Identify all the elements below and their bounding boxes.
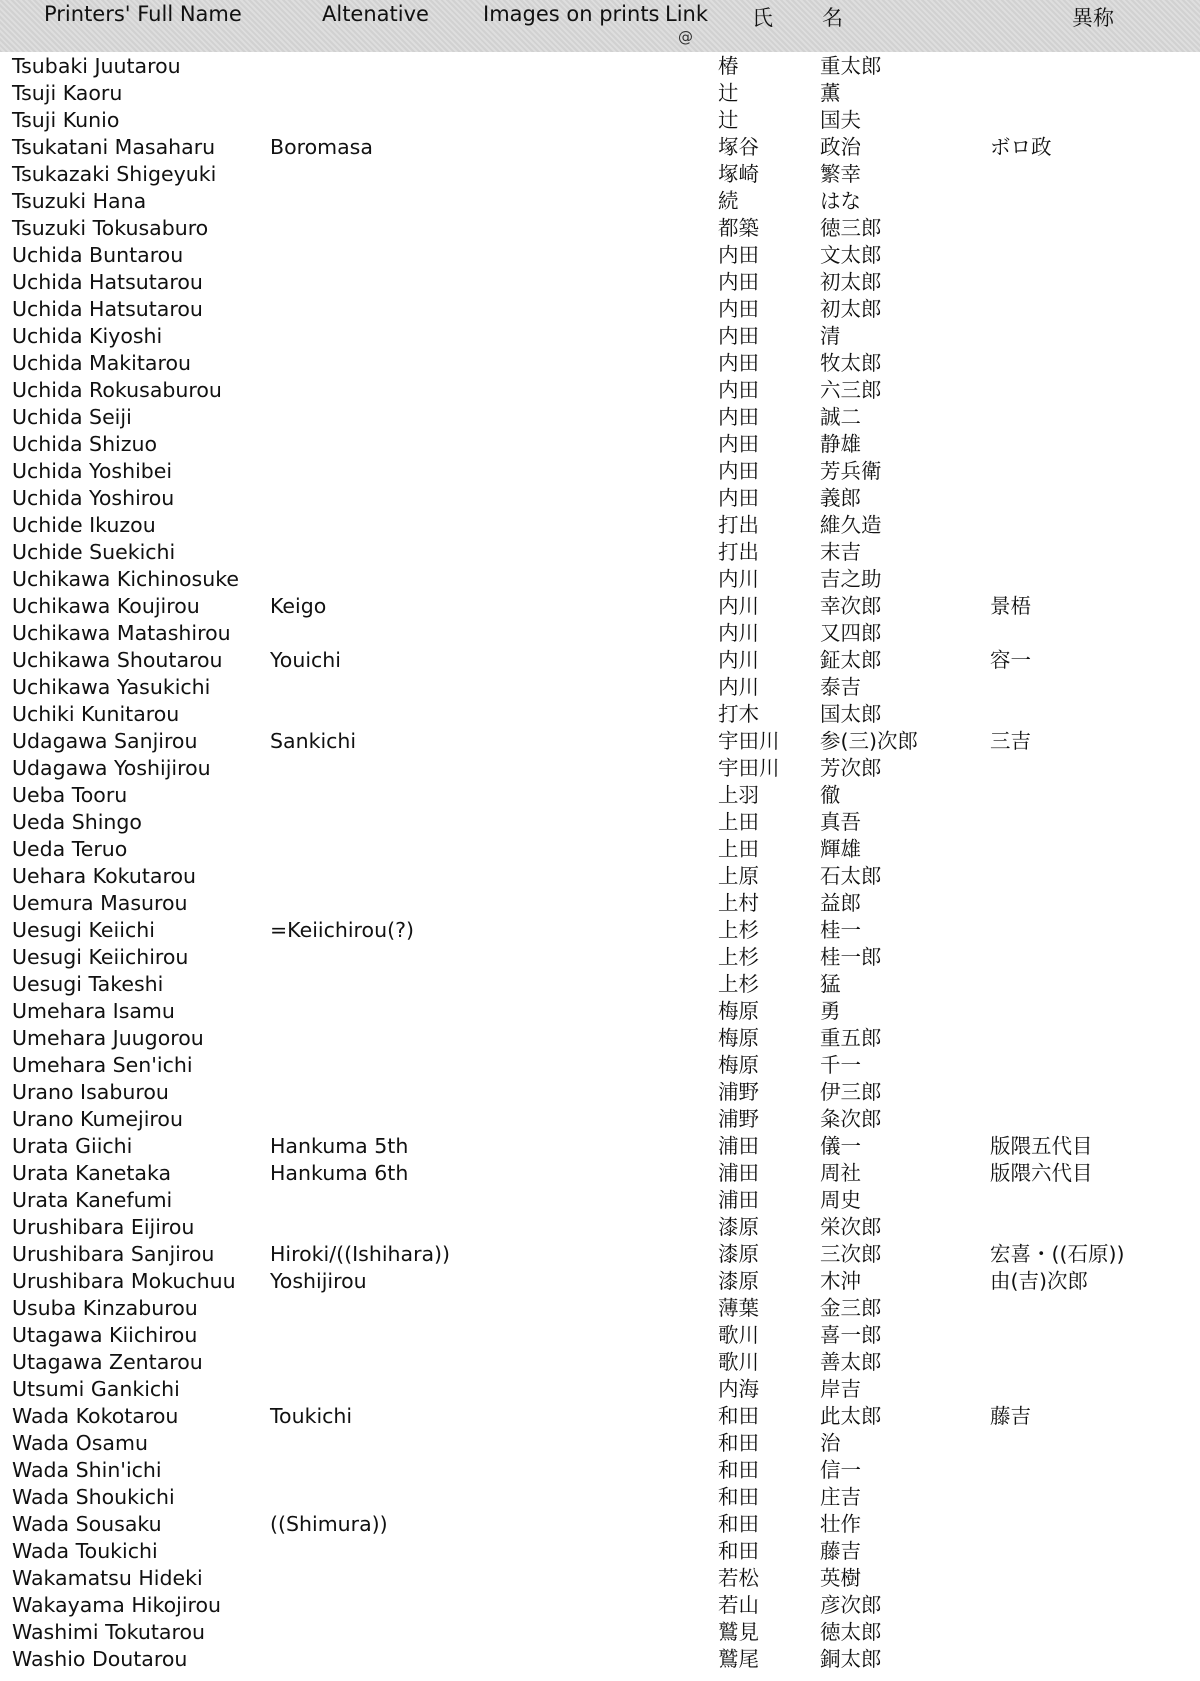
printer-name: Uchida Rokusaburou	[12, 378, 222, 402]
table-row	[0, 160, 1200, 187]
given-name-kanji: 末吉	[820, 540, 861, 564]
given-name-kanji: 善太郎	[820, 1350, 882, 1374]
given-name-kanji: 桂一	[820, 918, 861, 942]
family-name-kanji: 上原	[718, 864, 759, 888]
given-name-kanji: 徳三郎	[820, 216, 882, 240]
given-name-kanji: 政治	[820, 135, 861, 159]
printer-name: Uchida Seiji	[12, 405, 132, 429]
table-row	[0, 1537, 1200, 1564]
header-link: Link	[665, 2, 709, 26]
given-name-kanji: 初太郎	[820, 297, 882, 321]
family-name-kanji: 内田	[718, 486, 759, 510]
header-alternative: Altenative	[322, 2, 429, 26]
family-name-kanji: 和田	[718, 1539, 759, 1563]
alias-kanji: 版隈五代目	[990, 1134, 1093, 1158]
header-link-at: @	[678, 28, 693, 46]
given-name-kanji: 参(三)次郎	[820, 729, 918, 753]
alias-kanji: 三吉	[990, 729, 1031, 753]
family-name-kanji: 和田	[718, 1458, 759, 1482]
family-name-kanji: 辻	[718, 108, 739, 132]
table-row	[0, 1456, 1200, 1483]
printer-name: Uemura Masurou	[12, 891, 188, 915]
printer-name: Tsukatani Masaharu	[12, 135, 216, 159]
printer-name: Tsukazaki Shigeyuki	[12, 162, 217, 186]
printer-name: Tsuzuki Hana	[12, 189, 147, 213]
alias-kanji: 景梧	[990, 594, 1031, 618]
table-row	[0, 457, 1200, 484]
table-row	[0, 1510, 1200, 1537]
given-name-kanji: 徳太郎	[820, 1620, 882, 1644]
given-name-kanji: 岸吉	[820, 1377, 861, 1401]
alternative-name: Yoshijirou	[270, 1269, 367, 1293]
given-name-kanji: 信一	[820, 1458, 861, 1482]
family-name-kanji: 薄葉	[718, 1296, 759, 1320]
given-name-kanji: 輝雄	[820, 837, 861, 861]
table-row	[0, 1213, 1200, 1240]
printer-name: Uchida Hatsutarou	[12, 270, 203, 294]
table-row	[0, 646, 1200, 673]
table-row	[0, 1078, 1200, 1105]
table-row	[0, 1591, 1200, 1618]
given-name-kanji: 伊三郎	[820, 1080, 882, 1104]
family-name-kanji: 都築	[718, 216, 759, 240]
family-name-kanji: 浦田	[718, 1134, 759, 1158]
table-row	[0, 808, 1200, 835]
table-row	[0, 1321, 1200, 1348]
printer-name: Uchida Yoshirou	[12, 486, 175, 510]
printer-name: Utsumi Gankichi	[12, 1377, 180, 1401]
family-name-kanji: 辻	[718, 81, 739, 105]
given-name-kanji: 真吾	[820, 810, 861, 834]
alias-kanji: 容一	[990, 648, 1031, 672]
header-full-name: Printers' Full Name	[44, 2, 242, 26]
given-name-kanji: 壮作	[820, 1512, 861, 1536]
printer-name: Tsuzuki Tokusaburo	[12, 216, 209, 240]
table-row	[0, 1240, 1200, 1267]
given-name-kanji: 銅太郎	[820, 1647, 882, 1671]
given-name-kanji: 幸次郎	[820, 594, 882, 618]
printer-name: Udagawa Sanjirou	[12, 729, 198, 753]
table-row	[0, 349, 1200, 376]
family-name-kanji: 和田	[718, 1485, 759, 1509]
given-name-kanji: 木沖	[820, 1269, 861, 1293]
table-row	[0, 1294, 1200, 1321]
table-row	[0, 916, 1200, 943]
family-name-kanji: 鷲見	[718, 1620, 759, 1644]
family-name-kanji: 若山	[718, 1593, 759, 1617]
table-row	[0, 1645, 1200, 1672]
printer-name: Urushibara Sanjirou	[12, 1242, 215, 1266]
printer-name: Uesugi Keiichi	[12, 918, 155, 942]
given-name-kanji: 彦次郎	[820, 1593, 882, 1617]
family-name-kanji: 浦野	[718, 1107, 759, 1131]
family-name-kanji: 漆原	[718, 1269, 759, 1293]
given-name-kanji: 重太郎	[820, 54, 882, 78]
table-row	[0, 889, 1200, 916]
family-name-kanji: 浦野	[718, 1080, 759, 1104]
given-name-kanji: 牧太郎	[820, 351, 882, 375]
printer-name: Uchide Suekichi	[12, 540, 176, 564]
header-ishou: 異称	[1072, 6, 1114, 30]
given-name-kanji: 庄吉	[820, 1485, 861, 1509]
printer-name: Ueba Tooru	[12, 783, 128, 807]
given-name-kanji: 治	[820, 1431, 841, 1455]
family-name-kanji: 打木	[718, 702, 759, 726]
printer-name: Urushibara Mokuchuu	[12, 1269, 236, 1293]
table-row	[0, 538, 1200, 565]
family-name-kanji: 上杉	[718, 972, 759, 996]
given-name-kanji: 重五郎	[820, 1026, 882, 1050]
printer-name: Utagawa Kiichirou	[12, 1323, 198, 1347]
family-name-kanji: 内田	[718, 324, 759, 348]
family-name-kanji: 内川	[718, 594, 759, 618]
alias-kanji: 版隈六代目	[990, 1161, 1093, 1185]
family-name-kanji: 内川	[718, 675, 759, 699]
printer-name: Tsuji Kaoru	[12, 81, 123, 105]
table-row	[0, 700, 1200, 727]
printer-name: Uchikawa Shoutarou	[12, 648, 223, 672]
printer-name: Wada Osamu	[12, 1431, 148, 1455]
table-row	[0, 430, 1200, 457]
family-name-kanji: 上田	[718, 837, 759, 861]
family-name-kanji: 歌川	[718, 1350, 759, 1374]
table-row	[0, 1105, 1200, 1132]
family-name-kanji: 内田	[718, 432, 759, 456]
printer-name: Wakamatsu Hideki	[12, 1566, 203, 1590]
family-name-kanji: 内川	[718, 621, 759, 645]
alias-kanji: 宏喜・((石原))	[990, 1242, 1125, 1266]
family-name-kanji: 内田	[718, 243, 759, 267]
family-name-kanji: 打出	[718, 540, 759, 564]
given-name-kanji: 桂一郎	[820, 945, 882, 969]
printer-name: Uchikawa Matashirou	[12, 621, 231, 645]
table-row	[0, 295, 1200, 322]
printer-name: Urano Isaburou	[12, 1080, 169, 1104]
printer-name: Uehara Kokutarou	[12, 864, 196, 888]
family-name-kanji: 梅原	[718, 1026, 759, 1050]
table-row	[0, 484, 1200, 511]
family-name-kanji: 歌川	[718, 1323, 759, 1347]
table-row	[0, 1375, 1200, 1402]
given-name-kanji: 初太郎	[820, 270, 882, 294]
given-name-kanji: 猛	[820, 972, 841, 996]
given-name-kanji: 六三郎	[820, 378, 882, 402]
given-name-kanji: 又四郎	[820, 621, 882, 645]
alias-kanji: 由(吉)次郎	[990, 1269, 1088, 1293]
family-name-kanji: 内田	[718, 405, 759, 429]
printer-name: Wada Sousaku	[12, 1512, 162, 1536]
table-row	[0, 106, 1200, 133]
given-name-kanji: 周社	[820, 1161, 861, 1185]
table-row	[0, 862, 1200, 889]
given-name-kanji: 英樹	[820, 1566, 861, 1590]
printer-name: Uesugi Keiichirou	[12, 945, 189, 969]
alias-kanji: ボロ政	[990, 135, 1052, 159]
family-name-kanji: 漆原	[718, 1215, 759, 1239]
table-row	[0, 1159, 1200, 1186]
family-name-kanji: 梅原	[718, 1053, 759, 1077]
printer-name: Uchide Ikuzou	[12, 513, 156, 537]
printer-name: Urata Kanefumi	[12, 1188, 173, 1212]
table-row	[0, 835, 1200, 862]
family-name-kanji: 椿	[718, 54, 739, 78]
alternative-name: Hankuma 6th	[270, 1161, 409, 1185]
table-row	[0, 1051, 1200, 1078]
table-row	[0, 673, 1200, 700]
alternative-name: Hiroki/((Ishihara))	[270, 1242, 451, 1266]
table-row	[0, 781, 1200, 808]
family-name-kanji: 内田	[718, 459, 759, 483]
printer-name: Umehara Isamu	[12, 999, 175, 1023]
table-row	[0, 970, 1200, 997]
family-name-kanji: 塚崎	[718, 162, 759, 186]
table-row	[0, 1267, 1200, 1294]
table-row	[0, 133, 1200, 160]
alternative-name: Boromasa	[270, 135, 373, 159]
family-name-kanji: 浦田	[718, 1188, 759, 1212]
family-name-kanji: 内川	[718, 648, 759, 672]
given-name-kanji: 国夫	[820, 108, 861, 132]
family-name-kanji: 和田	[718, 1512, 759, 1536]
printer-name: Uchida Makitarou	[12, 351, 191, 375]
given-name-kanji: 千一	[820, 1053, 861, 1077]
family-name-kanji: 内田	[718, 378, 759, 402]
given-name-kanji: 泰吉	[820, 675, 861, 699]
given-name-kanji: 芳次郎	[820, 756, 882, 780]
given-name-kanji: 勇	[820, 999, 841, 1023]
given-name-kanji: 清	[820, 324, 841, 348]
table-row	[0, 1483, 1200, 1510]
printer-name: Uchida Hatsutarou	[12, 297, 203, 321]
given-name-kanji: 繁幸	[820, 162, 861, 186]
family-name-kanji: 浦田	[718, 1161, 759, 1185]
printer-name: Udagawa Yoshijirou	[12, 756, 211, 780]
printer-list	[0, 52, 1200, 1672]
given-name-kanji: 維久造	[820, 513, 882, 537]
alternative-name: =Keiichirou(?)	[270, 918, 414, 942]
family-name-kanji: 宇田川	[718, 729, 780, 753]
printer-name: Uchida Buntarou	[12, 243, 184, 267]
family-name-kanji: 若松	[718, 1566, 759, 1590]
table-row	[0, 322, 1200, 349]
printer-name: Uchikawa Yasukichi	[12, 675, 211, 699]
table-row	[0, 592, 1200, 619]
family-name-kanji: 塚谷	[718, 135, 759, 159]
family-name-kanji: 宇田川	[718, 756, 780, 780]
printer-name: Uchiki Kunitarou	[12, 702, 180, 726]
family-name-kanji: 上羽	[718, 783, 759, 807]
table-row	[0, 565, 1200, 592]
printer-name: Wada Toukichi	[12, 1539, 158, 1563]
printer-name: Uesugi Takeshi	[12, 972, 164, 996]
family-name-kanji: 上田	[718, 810, 759, 834]
table-row	[0, 619, 1200, 646]
printer-name: Urata Kanetaka	[12, 1161, 172, 1185]
table-row	[0, 241, 1200, 268]
given-name-kanji: 此太郎	[820, 1404, 882, 1428]
family-name-kanji: 打出	[718, 513, 759, 537]
printer-name: Uchida Shizuo	[12, 432, 158, 456]
family-name-kanji: 内田	[718, 297, 759, 321]
family-name-kanji: 続	[718, 189, 739, 213]
table-row	[0, 511, 1200, 538]
family-name-kanji: 内海	[718, 1377, 759, 1401]
given-name-kanji: 国太郎	[820, 702, 882, 726]
table-row	[0, 79, 1200, 106]
printer-name: Utagawa Zentarou	[12, 1350, 203, 1374]
table-row	[0, 727, 1200, 754]
printer-name: Wada Shoukichi	[12, 1485, 175, 1509]
table-row	[0, 214, 1200, 241]
header-mei: 名	[822, 6, 843, 30]
table-row	[0, 187, 1200, 214]
given-name-kanji: 粂次郎	[820, 1107, 882, 1131]
given-name-kanji: 文太郎	[820, 243, 882, 267]
given-name-kanji: 静雄	[820, 432, 861, 456]
printer-name: Wada Shin'ichi	[12, 1458, 162, 1482]
printer-name: Ueda Shingo	[12, 810, 142, 834]
printer-name: Washimi Tokutarou	[12, 1620, 205, 1644]
table-row	[0, 1024, 1200, 1051]
table-row	[0, 268, 1200, 295]
printer-name: Umehara Juugorou	[12, 1026, 204, 1050]
printer-name: Washio Doutarou	[12, 1647, 188, 1671]
table-row	[0, 376, 1200, 403]
family-name-kanji: 内川	[718, 567, 759, 591]
alternative-name: Youichi	[270, 648, 341, 672]
given-name-kanji: 義郎	[820, 486, 861, 510]
given-name-kanji: 喜一郎	[820, 1323, 882, 1347]
family-name-kanji: 内田	[718, 270, 759, 294]
printer-name: Uchikawa Koujirou	[12, 594, 200, 618]
family-name-kanji: 漆原	[718, 1242, 759, 1266]
given-name-kanji: 徹	[820, 783, 841, 807]
given-name-kanji: 栄次郎	[820, 1215, 882, 1239]
printer-name: Uchida Kiyoshi	[12, 324, 163, 348]
table-row	[0, 403, 1200, 430]
family-name-kanji: 内田	[718, 351, 759, 375]
printer-name: Ueda Teruo	[12, 837, 128, 861]
alternative-name: Sankichi	[270, 729, 357, 753]
table-row	[0, 1402, 1200, 1429]
given-name-kanji: 周史	[820, 1188, 861, 1212]
alias-kanji: 藤吉	[990, 1404, 1031, 1428]
given-name-kanji: 儀一	[820, 1134, 861, 1158]
table-row	[0, 943, 1200, 970]
printer-name: Urano Kumejirou	[12, 1107, 183, 1131]
table-row	[0, 1618, 1200, 1645]
table-row	[0, 1132, 1200, 1159]
family-name-kanji: 和田	[718, 1404, 759, 1428]
given-name-kanji: 鉦太郎	[820, 648, 882, 672]
family-name-kanji: 和田	[718, 1431, 759, 1455]
family-name-kanji: 上村	[718, 891, 759, 915]
given-name-kanji: はな	[820, 189, 861, 213]
alternative-name: Toukichi	[270, 1404, 353, 1428]
printer-name: Uchikawa Kichinosuke	[12, 567, 239, 591]
header-images-on-prints: Images on prints	[483, 2, 660, 26]
family-name-kanji: 上杉	[718, 918, 759, 942]
printer-name: Umehara Sen'ichi	[12, 1053, 193, 1077]
alternative-name: Hankuma 5th	[270, 1134, 409, 1158]
printer-name: Tsubaki Juutarou	[12, 54, 181, 78]
table-row	[0, 52, 1200, 79]
printer-name: Tsuji Kunio	[12, 108, 120, 132]
table-row	[0, 1186, 1200, 1213]
given-name-kanji: 益郎	[820, 891, 861, 915]
given-name-kanji: 金三郎	[820, 1296, 882, 1320]
alternative-name: Keigo	[270, 594, 327, 618]
printer-name: Uchida Yoshibei	[12, 459, 173, 483]
table-row	[0, 754, 1200, 781]
alternative-name: ((Shimura))	[270, 1512, 388, 1536]
given-name-kanji: 薫	[820, 81, 841, 105]
given-name-kanji: 吉之助	[820, 567, 882, 591]
table-header	[0, 0, 1200, 52]
given-name-kanji: 石太郎	[820, 864, 882, 888]
header-shi: 氏	[752, 6, 773, 30]
given-name-kanji: 誠二	[820, 405, 861, 429]
printer-name: Urushibara Eijirou	[12, 1215, 195, 1239]
family-name-kanji: 上杉	[718, 945, 759, 969]
table-row	[0, 1564, 1200, 1591]
table-row	[0, 997, 1200, 1024]
family-name-kanji: 梅原	[718, 999, 759, 1023]
printer-name: Wada Kokotarou	[12, 1404, 179, 1428]
table-row	[0, 1348, 1200, 1375]
given-name-kanji: 芳兵衛	[820, 459, 882, 483]
given-name-kanji: 三次郎	[820, 1242, 882, 1266]
given-name-kanji: 藤吉	[820, 1539, 861, 1563]
printer-name: Usuba Kinzaburou	[12, 1296, 198, 1320]
printer-name: Wakayama Hikojirou	[12, 1593, 222, 1617]
printer-name: Urata Giichi	[12, 1134, 133, 1158]
family-name-kanji: 鷲尾	[718, 1647, 759, 1671]
table-row	[0, 1429, 1200, 1456]
